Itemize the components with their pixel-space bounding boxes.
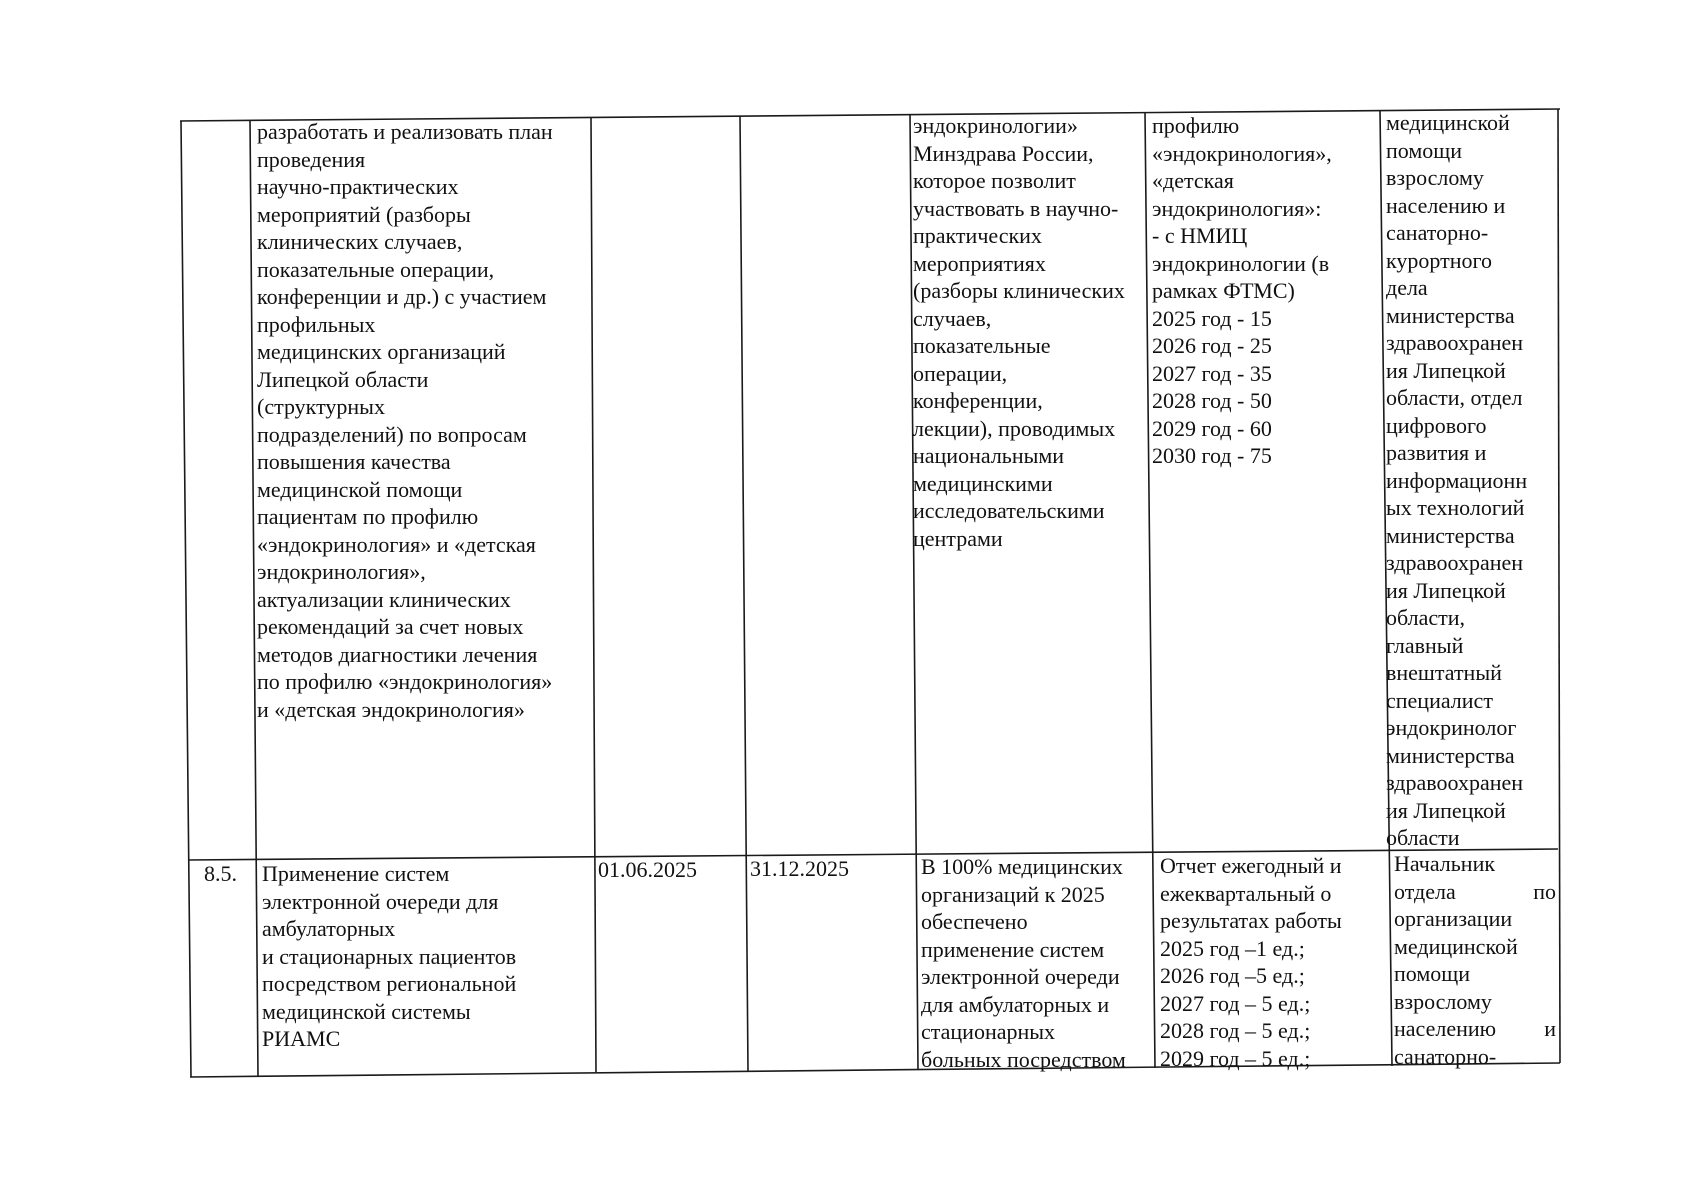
row-8-5-start-date: 01.06.2025: [598, 857, 697, 882]
row-continued-description: разработать и реализовать план проведения научно-практических мероприятий (разборы клинических случаев, показательные операции, конференции и др.) с участием профильных медицинских организаций Липецкой области (структурных подразделений) по вопросам повышения качества медицинской помощи пациентам по профилю «эндокринология» и «детская эндокринология», актуализации клинических рекомендаций за счет новых методов диагностики лечения по профилю «эндокринология» и «детская эндокринология»: [257, 119, 553, 722]
row-continued-indicator: профилю «эндокринология», «детская эндокринология»: - с НМИЦ эндокринологии (в рамках ФТМС) 2025 год - 15 2026 год - 25 2027 год - 35 2028 год - 50 2029 год - 60 2030 год - 75: [1152, 113, 1332, 468]
row-8-5-indicator: Отчет ежегодный и ежеквартальный о результатах работы 2025 год –1 ед.; 2026 год –5 ед.; 2027 год – 5 ед.; 2028 год – 5 ед.; 2029 год – 5 ед.;: [1160, 853, 1342, 1071]
row-8-5-responsible-line: Начальник: [1394, 851, 1496, 876]
row-8-5-responsible-line: отдела по: [1394, 878, 1556, 904]
row-8-5-responsible-line: медицинской: [1394, 933, 1518, 959]
row-8-5-end-date: 31.12.2025: [750, 856, 849, 881]
row-8-5-responsible-line: помощи: [1394, 961, 1470, 986]
row-8-5-description: Применение систем электронной очереди для амбулаторных и стационарных пациентов посредством региональной медицинской системы РИАМС: [262, 861, 517, 1051]
row-8-5-result: В 100% медицинских организаций к 2025 обеспечено применение систем электронной очереди для амбулаторных и стационарных больных посредством: [921, 854, 1126, 1072]
row-8-5-responsible-line: организации: [1394, 906, 1513, 931]
row-continued-result: эндокринологии» Минздрава России, которое позволит участвовать в научно- практических мероприятиях (разборы клинических случаев, показательные операции, конференции, лекции), проводимых национальными медицинскими исследовательскими центрами: [913, 113, 1125, 551]
row-8-5-responsible-line: санаторно-: [1394, 1043, 1497, 1069]
row-8-5-responsible-line: взрослому: [1394, 988, 1492, 1014]
row-continued-responsible: медицинской помощи взрослому населению и санаторно- курортного дела министерства здравоохранен ия Липецкой области, отдел цифрового развития и информационн ых технологий министерства здравоохранен ия Липецкой области, главный внештатный специалист эндокринолог министерства здравоохранен ия Липецкой области: [1386, 110, 1528, 850]
row-8-5-number: 8.5.: [204, 861, 237, 886]
row-8-5-responsible: [1394, 850, 1556, 1070]
row-8-5-responsible-line: населению и: [1394, 1016, 1556, 1041]
